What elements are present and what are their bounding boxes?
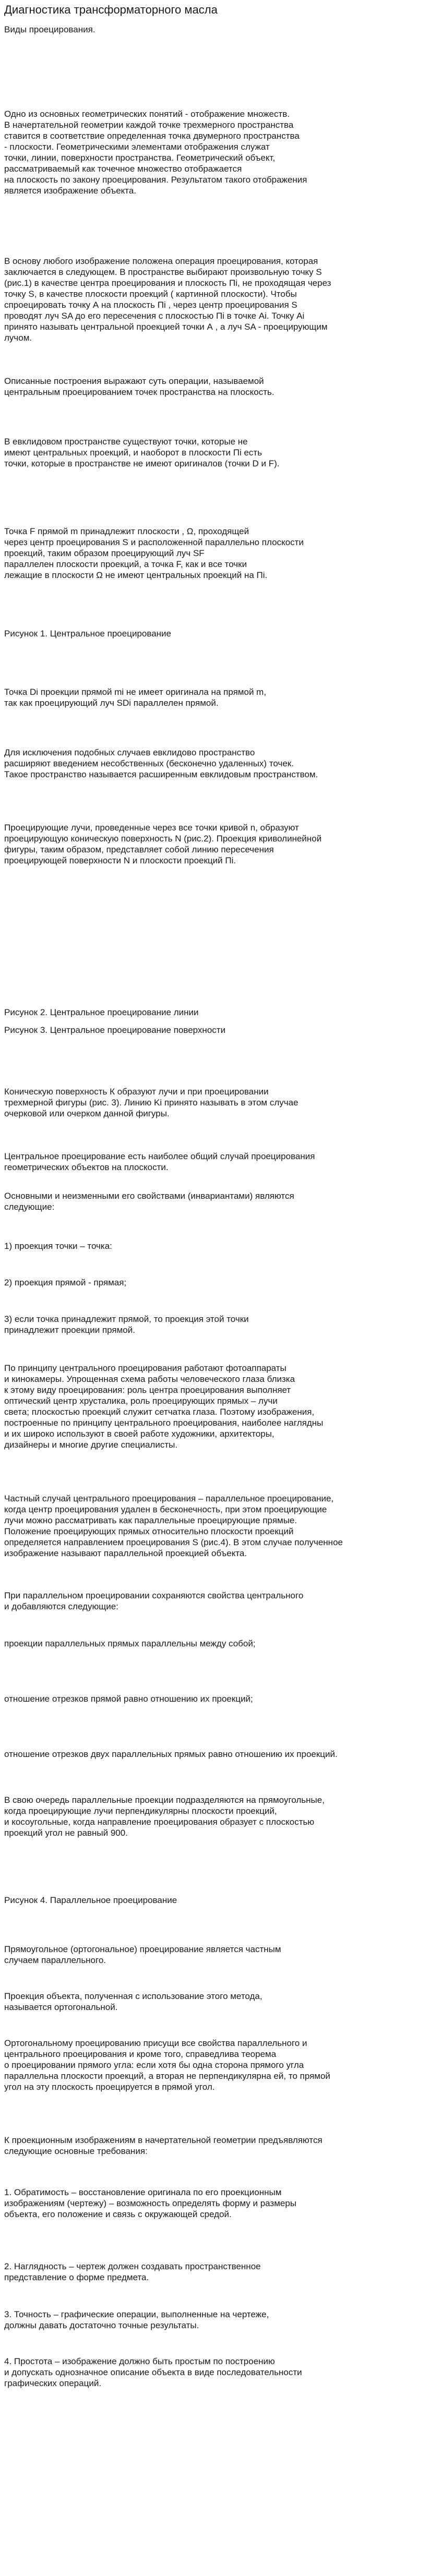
figure-caption: Рисунок 4. Параллельное проецирование <box>4 1895 177 1905</box>
list-item: 2. Наглядность – чертеж должен создавать пространственное представление о форме предмета. <box>4 2261 261 2282</box>
paragraph: Ортогональному проецированию присущи все свойства параллельного и центрального проецирования и кроме того, справедлива теорема о проецировании прямого угла: если хотя бы одна сторона прямого угла параллельна плоскости проекций, а вторая не перпендикулярна ей, то прямой угол на эту плоскость проецируется в прямой угол. <box>4 2038 330 2092</box>
paragraph: Частный случай центрального проецирования – параллельное проецирование, когда центр проецирования удален в бесконечность, при этом проецирующие лучи можно рассматривать как параллельные проецирующие прямые. Положение проецирующих прямых относительно плоскости проекций определяется направлением проецирования S (рис.4). В этом случае полученное изображение называют параллельной проекцией объекта. <box>4 1494 343 1558</box>
list-item: 1) проекция точки – точка: <box>4 1241 112 1251</box>
paragraph: Точка F прямой m принадлежит плоскости , Ω, проходящей через центр проецирования S и расположенной параллельно плоскости проекций, таким образом проецирующий луч SF параллелен плоскости проекций, а точка F, как и все точки лежащие в плоскости Ω не имеют центральных проекций на Пi. <box>4 526 304 580</box>
paragraph: Для исключения подобных случаев евклидово пространство расширяют введением несобственных (бесконечно удаленных) точек. Такое пространство называется расширенным евклидовым пространством. <box>4 748 318 779</box>
list-item: проекции параллельных прямых параллельны между собой; <box>4 1639 256 1648</box>
paragraph: Одно из основных геометрических понятий - отображение множеств. В начертательной геометрии каждой точке трехмерного пространства ставится в соответствие определенная точка двумерного пространства - плоскости. Геометрическими элементами отображения служат точки, линии, поверхности пространства. Геометрический объект, рассматриваемый как точечное множество отображается на плоскость по закону проецирования. Результатом такого отображения является изображение объекта. <box>4 109 307 196</box>
paragraph: Основными и неизменными его свойствами (инвариантами) являются следующие: <box>4 1191 294 1212</box>
figure-caption: Рисунок 3. Центральное проецирование поверхности <box>4 1025 226 1035</box>
paragraph: По принципу центрального проецирования работают фотоаппараты и кинокамеры. Упрощенная схема работы человеческого глаза близка к этому виду проецирования: роль центра проецирования выполняет оптический центр хрусталика, роль проецирующих прямых – лучи света; плоскостью проекций служит сетчатка глаза. Поэтому изображения, построенные по принципу центрального проецирования, наиболее наглядны и их широко используют в своей работе художники, архитекторы, дизайнеры и многие другие специалисты. <box>4 1363 324 1450</box>
figure-caption: Рисунок 1. Центральное проецирование <box>4 629 171 639</box>
paragraph: Точка Di проекции прямой mi не имеет оригинала на прямой m, так как проецирующий луч SDi параллелен прямой. <box>4 687 267 708</box>
paragraph: Прямоугольное (ортогональное) проецирование является частным случаем параллельного. <box>4 1944 281 1965</box>
paragraph: В свою очередь параллельные проекции подразделяются на прямоугольные, когда проецирующие лучи перпендикулярны плоскости проекций, и косоугольные, когда направление проецирования образует с плоскостью проекций угол не равный 900. <box>4 1795 325 1838</box>
paragraph: В евклидовом пространстве существуют точки, которые не имеют центральных проекций, и наоборот в плоскости Пi есть точки, которые в пространстве не имеют оригиналов (точки D и F). <box>4 437 280 468</box>
list-item: 3. Точность – графические операции, выполненные на чертеже, должны давать достаточно точные результаты. <box>4 2309 269 2330</box>
list-item: 4. Простота – изображение должно быть простым по построению и допускать однозначное описание объекта в виде последовательности графических операций. <box>4 2356 302 2388</box>
paragraph: Проекция объекта, полученная с использование этого метода, называется ортогональной. <box>4 1991 262 2012</box>
list-item: 1. Обратимость – восстановление оригинала по его проекционным изображениям (чертежу) – возможность определять форму и размеры объекта, его положение и связь с окружающей средой. <box>4 2187 297 2219</box>
paragraph: При параллельном проецировании сохраняются свойства центрального и добавляются следующие: <box>4 1591 304 1611</box>
paragraph: Центральное проецирование есть наиболее общий случай проецирования геометрических объектов на плоскости. <box>4 1151 315 1172</box>
list-item: отношение отрезков двух параллельных прямых равно отношению их проекций. <box>4 1749 338 1759</box>
paragraph: К проекционным изображениям в начертательной геометрии предъявляются следующие основные требования: <box>4 2135 322 2156</box>
page-title: Диагностика трансформаторного масла <box>4 3 218 16</box>
list-item: 2) проекция прямой - прямая; <box>4 1278 127 1287</box>
figure-caption: Рисунок 2. Центральное проецирование линии <box>4 1007 199 1017</box>
subtitle: Виды проецирования. <box>4 25 95 34</box>
paragraph: Описанные построения выражают суть операции, называемой центральным проецированием точек пространства на плоскость. <box>4 376 274 397</box>
paragraph: Проецирующие лучи, проведенные через все точки кривой n, образуют проецирующую коническую поверхность N (рис.2). Проекция криволинейной фигуры, таким образом, представляет собой линию пересечения проецирующей поверхности N и плоскости проекций Пi. <box>4 823 322 865</box>
paragraph: В основу любого изображение положена операция проецирования, которая заключается в следующем. В пространстве выбирают произвольную точку S (рис.1) в качестве центра проецирования и плоскость Пi, не проходящая через точку S, в качестве плоскости проекций ( картинной плоскости). Чтобы спроецировать точку А на плоскость Пi , через центр проецирования S проводят луч SA до его пересечения с плоскостью Пi в точке Ai. Точку Ai принято называть центральной проекцией точки А , а луч SA - проецирующим лучом. <box>4 256 331 343</box>
list-item: отношение отрезков прямой равно отношению их проекций; <box>4 1694 253 1704</box>
paragraph: Коническую поверхность К образуют лучи и при проецировании трехмерной фигуры (рис. 3). Линию Ki принято называть в этом случае очерковой или очерком данной фигуры. <box>4 1087 298 1118</box>
list-item: 3) если точка принадлежит прямой, то проекция этой точки принадлежит проекции прямой. <box>4 1314 249 1335</box>
